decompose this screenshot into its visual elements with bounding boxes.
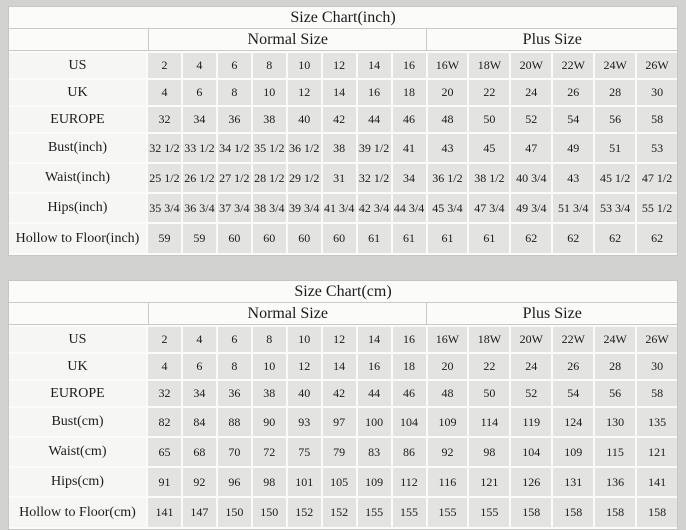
size-cell: 26 1/2 — [183, 164, 216, 192]
size-cell: 20W — [511, 327, 551, 352]
size-cell: 46 — [393, 381, 426, 406]
size-cell: 32 1/2 — [358, 164, 391, 192]
size-cell: 32 — [148, 107, 181, 132]
size-cell: 38 — [253, 107, 286, 132]
size-cell: 109 — [428, 408, 468, 436]
size-cell: 100 — [358, 408, 391, 436]
size-cell: 41 — [393, 134, 426, 162]
row-label: Hollow to Floor(inch) — [9, 224, 146, 253]
size-cell: 4 — [148, 354, 181, 379]
size-cell: 41 3/4 — [323, 194, 356, 222]
table-row — [9, 354, 677, 379]
size-cell: 91 — [148, 468, 181, 496]
row-label: US — [9, 327, 146, 352]
size-cell: 4 — [183, 327, 216, 352]
size-cell: 47 1/2 — [637, 164, 677, 192]
size-cell: 75 — [288, 438, 321, 466]
size-cell: 112 — [393, 468, 426, 496]
size-cell: 34 — [183, 107, 216, 132]
size-cell: 61 — [469, 224, 509, 253]
size-cell: 101 — [288, 468, 321, 496]
size-cell: 28 — [595, 80, 635, 105]
size-cell: 40 3/4 — [511, 164, 551, 192]
size-cell: 68 — [183, 438, 216, 466]
size-cell: 90 — [253, 408, 286, 436]
size-cell: 104 — [393, 408, 426, 436]
size-cell: 36 1/2 — [428, 164, 468, 192]
size-cell: 58 — [637, 381, 677, 406]
size-cell: 8 — [253, 53, 286, 78]
size-cell: 152 — [323, 498, 356, 527]
size-cell: 8 — [253, 327, 286, 352]
size-cell: 79 — [323, 438, 356, 466]
size-cell: 4 — [148, 80, 181, 105]
size-cell: 10 — [253, 354, 286, 379]
size-cell: 29 1/2 — [288, 164, 321, 192]
size-cell: 97 — [323, 408, 356, 436]
size-cell: 98 — [469, 438, 509, 466]
size-cell: 18W — [469, 327, 509, 352]
size-cell: 158 — [511, 498, 551, 527]
size-cell: 59 — [148, 224, 181, 253]
size-cell: 43 — [553, 164, 593, 192]
size-cell: 26W — [637, 327, 677, 352]
table-row — [9, 134, 677, 162]
size-cell: 150 — [253, 498, 286, 527]
size-cell: 6 — [183, 80, 216, 105]
size-cell: 51 3/4 — [553, 194, 593, 222]
size-cell: 49 — [553, 134, 593, 162]
size-cell: 8 — [218, 80, 251, 105]
size-cell: 34 1/2 — [218, 134, 251, 162]
group-header-row — [9, 303, 677, 325]
size-cell: 135 — [637, 408, 677, 436]
size-cell: 48 — [428, 107, 468, 132]
size-cell: 53 3/4 — [595, 194, 635, 222]
size-cell: 155 — [358, 498, 391, 527]
group-header-row — [9, 29, 677, 51]
group-header-blank — [9, 303, 148, 324]
size-cell: 158 — [637, 498, 677, 527]
table-title-cm: Size Chart(cm) — [9, 281, 677, 303]
size-cell: 12 — [323, 327, 356, 352]
size-cell: 22W — [553, 53, 593, 78]
table-row — [9, 194, 677, 222]
size-cell: 35 3/4 — [148, 194, 181, 222]
size-table-inch — [8, 6, 678, 256]
size-cell: 6 — [218, 53, 251, 78]
size-cell: 16 — [393, 327, 426, 352]
size-cell: 62 — [553, 224, 593, 253]
table-row — [9, 107, 677, 132]
size-cell: 44 — [358, 107, 391, 132]
size-cell: 92 — [183, 468, 216, 496]
size-cell: 50 — [469, 381, 509, 406]
size-cell: 72 — [253, 438, 286, 466]
size-cell: 4 — [183, 53, 216, 78]
size-cell: 49 3/4 — [511, 194, 551, 222]
size-cell: 47 — [511, 134, 551, 162]
row-label: Bust(cm) — [9, 408, 146, 436]
size-cell: 45 — [469, 134, 509, 162]
size-cell: 16 — [358, 80, 391, 105]
size-cell: 147 — [183, 498, 216, 527]
size-cell: 152 — [288, 498, 321, 527]
size-cell: 18W — [469, 53, 509, 78]
group-header-normal-size: Normal Size — [148, 29, 426, 50]
size-cell: 12 — [288, 80, 321, 105]
size-cell: 10 — [253, 80, 286, 105]
size-cell: 88 — [218, 408, 251, 436]
size-table-cm — [8, 280, 678, 530]
size-cell: 158 — [553, 498, 593, 527]
size-cell: 31 — [323, 164, 356, 192]
size-cell: 10 — [288, 53, 321, 78]
size-cell: 24W — [595, 327, 635, 352]
size-cell: 48 — [428, 381, 468, 406]
size-cell: 39 3/4 — [288, 194, 321, 222]
size-cell: 24W — [595, 53, 635, 78]
size-cell: 40 — [288, 381, 321, 406]
size-cell: 33 1/2 — [183, 134, 216, 162]
size-cell: 130 — [595, 408, 635, 436]
size-cell: 104 — [511, 438, 551, 466]
size-cell: 98 — [253, 468, 286, 496]
row-label: Hips(cm) — [9, 468, 146, 496]
size-cell: 40 — [288, 107, 321, 132]
size-cell: 34 — [393, 164, 426, 192]
size-cell: 2 — [148, 327, 181, 352]
size-cell: 38 3/4 — [253, 194, 286, 222]
size-cell: 14 — [323, 354, 356, 379]
size-cell: 124 — [553, 408, 593, 436]
group-header-blank — [9, 29, 148, 50]
size-cell: 60 — [288, 224, 321, 253]
size-cell: 56 — [595, 107, 635, 132]
size-cell: 116 — [428, 468, 468, 496]
size-cell: 26W — [637, 53, 677, 78]
size-cell: 16 — [393, 53, 426, 78]
row-label: Waist(inch) — [9, 164, 146, 192]
size-cell: 150 — [218, 498, 251, 527]
size-cell: 12 — [323, 53, 356, 78]
size-cell: 45 3/4 — [428, 194, 468, 222]
size-cell: 30 — [637, 354, 677, 379]
table-row — [9, 498, 677, 527]
size-cell: 2 — [148, 53, 181, 78]
size-cell: 36 — [218, 107, 251, 132]
table-row — [9, 164, 677, 192]
size-cell: 126 — [511, 468, 551, 496]
row-label: UK — [9, 80, 146, 105]
size-cell: 109 — [358, 468, 391, 496]
table-row — [9, 438, 677, 466]
size-cell: 60 — [218, 224, 251, 253]
size-cell: 27 1/2 — [218, 164, 251, 192]
size-cell: 109 — [553, 438, 593, 466]
size-cell: 58 — [637, 107, 677, 132]
size-cell: 50 — [469, 107, 509, 132]
size-cell: 39 1/2 — [358, 134, 391, 162]
size-cell: 22 — [469, 80, 509, 105]
size-cell: 30 — [637, 80, 677, 105]
size-cell: 59 — [183, 224, 216, 253]
size-cell: 36 3/4 — [183, 194, 216, 222]
size-cell: 6 — [183, 354, 216, 379]
size-cell: 16W — [428, 53, 468, 78]
size-cell: 28 — [595, 354, 635, 379]
size-cell: 16W — [428, 327, 468, 352]
size-cell: 47 3/4 — [469, 194, 509, 222]
size-cell: 54 — [553, 107, 593, 132]
size-cell: 44 — [358, 381, 391, 406]
group-header-plus-size: Plus Size — [426, 29, 677, 50]
size-cell: 84 — [183, 408, 216, 436]
size-cell: 38 — [323, 134, 356, 162]
size-cell: 38 — [253, 381, 286, 406]
size-cell: 42 — [323, 381, 356, 406]
size-cell: 10 — [288, 327, 321, 352]
size-cell: 155 — [393, 498, 426, 527]
table-row — [9, 53, 677, 78]
size-cell: 82 — [148, 408, 181, 436]
size-cell: 37 3/4 — [218, 194, 251, 222]
size-cell: 14 — [358, 327, 391, 352]
size-cell: 52 — [511, 381, 551, 406]
size-cell: 20 — [428, 80, 468, 105]
size-cell: 119 — [511, 408, 551, 436]
size-cell: 44 3/4 — [393, 194, 426, 222]
size-cell: 131 — [553, 468, 593, 496]
size-cell: 28 1/2 — [253, 164, 286, 192]
size-cell: 16 — [358, 354, 391, 379]
size-cell: 54 — [553, 381, 593, 406]
size-cell: 20W — [511, 53, 551, 78]
row-label: EUROPE — [9, 381, 146, 406]
size-cell: 60 — [253, 224, 286, 253]
table-row — [9, 80, 677, 105]
size-cell: 155 — [428, 498, 468, 527]
size-cell: 62 — [511, 224, 551, 253]
table-title-inch: Size Chart(inch) — [9, 7, 677, 29]
size-cell: 51 — [595, 134, 635, 162]
size-cell: 6 — [218, 327, 251, 352]
row-label: Waist(cm) — [9, 438, 146, 466]
size-cell: 158 — [595, 498, 635, 527]
size-cell: 141 — [637, 468, 677, 496]
group-header-plus-size: Plus Size — [426, 303, 677, 324]
size-cell: 136 — [595, 468, 635, 496]
size-cell: 32 — [148, 381, 181, 406]
size-cell: 14 — [323, 80, 356, 105]
size-cell: 96 — [218, 468, 251, 496]
table-row — [9, 327, 677, 352]
size-cell: 35 1/2 — [253, 134, 286, 162]
size-cell: 34 — [183, 381, 216, 406]
table-row — [9, 381, 677, 406]
size-cell: 43 — [428, 134, 468, 162]
size-cell: 20 — [428, 354, 468, 379]
size-cell: 42 — [323, 107, 356, 132]
table-row — [9, 408, 677, 436]
size-cell: 115 — [595, 438, 635, 466]
size-cell: 38 1/2 — [469, 164, 509, 192]
size-cell: 26 — [553, 354, 593, 379]
size-cell: 55 1/2 — [637, 194, 677, 222]
size-cell: 83 — [358, 438, 391, 466]
size-cell: 56 — [595, 381, 635, 406]
row-label: EUROPE — [9, 107, 146, 132]
row-label: Hips(inch) — [9, 194, 146, 222]
size-cell: 25 1/2 — [148, 164, 181, 192]
size-cell: 53 — [637, 134, 677, 162]
size-cell: 22W — [553, 327, 593, 352]
row-label: UK — [9, 354, 146, 379]
size-cell: 42 3/4 — [358, 194, 391, 222]
size-cell: 114 — [469, 408, 509, 436]
size-cell: 62 — [637, 224, 677, 253]
size-cell: 36 — [218, 381, 251, 406]
size-cell: 61 — [393, 224, 426, 253]
row-label: US — [9, 53, 146, 78]
size-cell: 46 — [393, 107, 426, 132]
size-cell: 32 1/2 — [148, 134, 181, 162]
size-cell: 141 — [148, 498, 181, 527]
size-cell: 65 — [148, 438, 181, 466]
size-cell: 22 — [469, 354, 509, 379]
row-label: Bust(inch) — [9, 134, 146, 162]
size-cell: 121 — [469, 468, 509, 496]
size-cell: 61 — [358, 224, 391, 253]
size-cell: 62 — [595, 224, 635, 253]
size-cell: 105 — [323, 468, 356, 496]
size-cell: 36 1/2 — [288, 134, 321, 162]
size-cell: 8 — [218, 354, 251, 379]
size-cell: 86 — [393, 438, 426, 466]
size-cell: 18 — [393, 80, 426, 105]
group-header-normal-size: Normal Size — [148, 303, 426, 324]
size-cell: 121 — [637, 438, 677, 466]
size-cell: 14 — [358, 53, 391, 78]
size-cell: 92 — [428, 438, 468, 466]
size-cell: 52 — [511, 107, 551, 132]
size-cell: 26 — [553, 80, 593, 105]
size-cell: 45 1/2 — [595, 164, 635, 192]
size-cell: 24 — [511, 354, 551, 379]
size-cell: 61 — [428, 224, 468, 253]
size-cell: 70 — [218, 438, 251, 466]
size-cell: 155 — [469, 498, 509, 527]
size-cell: 18 — [393, 354, 426, 379]
size-cell: 60 — [323, 224, 356, 253]
table-row — [9, 468, 677, 496]
size-cell: 93 — [288, 408, 321, 436]
size-cell: 12 — [288, 354, 321, 379]
row-label: Hollow to Floor(cm) — [9, 498, 146, 527]
table-row — [9, 224, 677, 253]
size-cell: 24 — [511, 80, 551, 105]
